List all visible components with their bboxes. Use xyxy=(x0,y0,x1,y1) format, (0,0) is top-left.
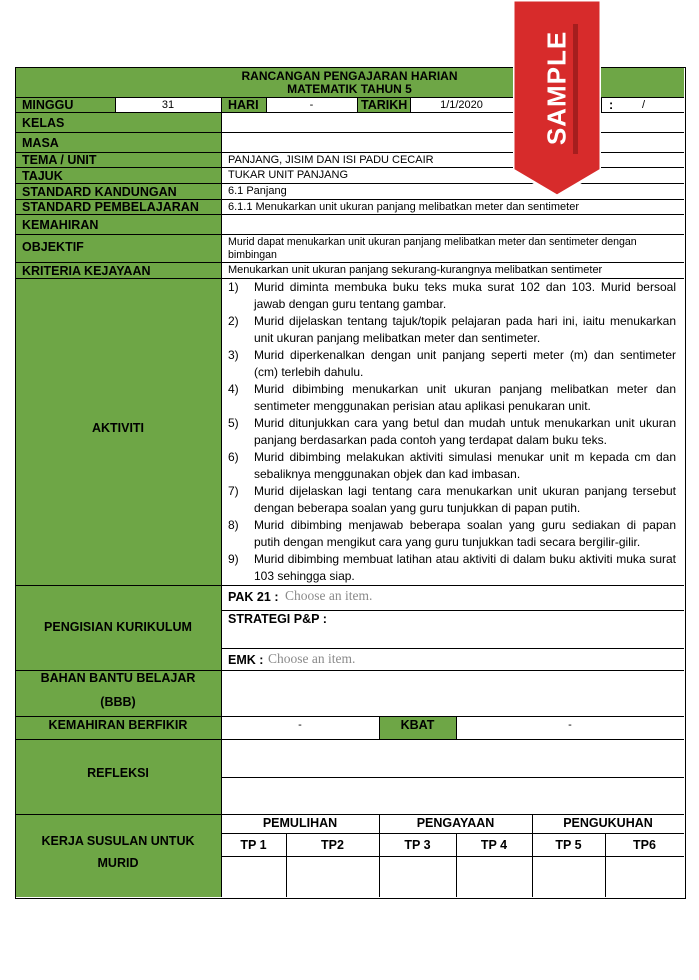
aktiviti-item-text: Murid dibimbing menukarkan unit ukuran panjang melibatkan meter dan sentimeter menggunakan perisian atau aplikasi penukaran unit. xyxy=(254,382,676,413)
objektif-value-line1[interactable]: Murid dapat menukarkan unit ukuran panjang melibatkan meter dan sentimeter dengan xyxy=(228,236,637,248)
tp4-header: TP 4 xyxy=(480,838,508,852)
emk-dropdown[interactable]: Choose an item. xyxy=(268,651,356,666)
pengayaan-header: PENGAYAAN xyxy=(416,816,495,830)
tp3-header: TP 3 xyxy=(404,838,431,852)
aktiviti-item-number: 3) xyxy=(228,348,239,362)
aktiviti-item-number: 1) xyxy=(228,280,239,294)
tp6-header: TP6 xyxy=(633,838,656,852)
aktiviti-item-number: 9) xyxy=(228,552,239,566)
standard-pembelajaran-label: STANDARD PEMBELAJARAN xyxy=(22,200,199,214)
hari-value[interactable]: - xyxy=(309,99,314,111)
aktiviti-item-number: 7) xyxy=(228,484,239,498)
aktiviti-item[interactable] xyxy=(228,313,676,347)
sample-ribbon xyxy=(513,0,601,196)
kelas-label: KELAS xyxy=(22,116,65,130)
aktiviti-item-text: Murid dibimbing melakukan aktiviti simulasi menukar unit m kepada cm dan sebaliknya menggunakan objek dan kad imbasan. xyxy=(254,450,676,481)
strategi-label: STRATEGI P&P : xyxy=(228,612,327,626)
tajuk-value[interactable]: TUKAR UNIT PANJANG xyxy=(228,169,348,181)
kriteria-value[interactable]: Menukarkan unit ukuran panjang sekurang-kurangnya melibatkan sentimeter xyxy=(228,264,603,276)
bbb-label-line2: (BBB) xyxy=(100,695,136,709)
aktiviti-item-text: Murid diminta membuka buku teks muka surat 102 dan 103. Murid bersoal jawab dengan guru tentang gambar. xyxy=(254,280,676,311)
refleksi-label: REFLEKSI xyxy=(87,766,149,780)
kriteria-label: KRITERIA KEJAYAAN xyxy=(22,264,151,278)
aktiviti-list xyxy=(228,279,676,585)
tarikh-label: TARIKH xyxy=(361,98,408,112)
standard-kandungan-value[interactable]: 6.1 Panjang xyxy=(228,185,287,197)
tp1-header: TP 1 xyxy=(240,838,267,852)
aktiviti-item-number: 8) xyxy=(228,518,239,532)
aktiviti-item[interactable] xyxy=(228,279,676,313)
objektif-value-line2[interactable]: bimbingan xyxy=(228,249,277,261)
kbat-value[interactable]: - xyxy=(568,719,572,731)
aktiviti-item-text: Murid dibimbing membuat latihan atau aktiviti di dalam buku aktiviti muka surat 103 sehingga siap. xyxy=(254,552,676,583)
aktiviti-item-number: 4) xyxy=(228,382,239,396)
standard-pembelajaran-value[interactable]: 6.1.1 Menukarkan unit ukuran panjang melibatkan meter dan sentimeter xyxy=(228,201,579,213)
tp2-header: TP2 xyxy=(321,838,344,852)
aktiviti-item[interactable] xyxy=(228,415,676,449)
sample-ribbon-text: SAMPLE xyxy=(541,30,572,146)
aktiviti-item[interactable] xyxy=(228,517,676,551)
standard-kandungan-label: STANDARD KANDUNGAN xyxy=(22,185,177,199)
emk-label: EMK : xyxy=(228,653,264,667)
kerja-susulan-label-line2: MURID xyxy=(97,856,139,870)
doc-title-line2: MATEMATIK TAHUN 5 xyxy=(287,82,412,96)
doc-title-line1: RANCANGAN PENGAJARAN HARIAN xyxy=(241,69,458,83)
aktiviti-item[interactable] xyxy=(228,449,676,483)
hari-label: HARI xyxy=(228,98,259,112)
kbat-label: KBAT xyxy=(400,718,435,732)
masa-label: MASA xyxy=(22,136,59,150)
aktiviti-item-text: Murid dibimbing menjawab beberapa soalan yang guru sediakan di papan putih dengan mengikut cara yang guru tunjukkan tadi secara bergilir-gilir. xyxy=(254,518,676,549)
aktiviti-item-text: Murid ditunjukkan cara yang betul dan mudah untuk menukarkan unit ukuran panjang berdasarkan pada contoh yang terdapat dalam buku teks. xyxy=(254,416,676,447)
minggu-value[interactable]: 31 xyxy=(161,99,175,111)
aktiviti-item[interactable] xyxy=(228,381,676,415)
pemulihan-header: PEMULIHAN xyxy=(262,816,338,830)
aktiviti-item-text: Murid diperkenalkan dengan unit panjang seperti meter (m) dan sentimeter (cm) terlebih dahulu. xyxy=(254,348,676,379)
masa-colon: : xyxy=(609,98,614,112)
aktiviti-item-number: 6) xyxy=(228,450,239,464)
pak21-label: PAK 21 : xyxy=(228,590,279,604)
pak21-dropdown[interactable]: Choose an item. xyxy=(285,588,373,603)
objektif-label: OBJEKTIF xyxy=(22,240,84,254)
pengisian-kurikulum-label: PENGISIAN KURIKULUM xyxy=(44,620,192,634)
kemahiran-berfikir-label: KEMAHIRAN BERFIKIR xyxy=(48,718,188,732)
kemahiran-label: KEMAHIRAN xyxy=(22,218,99,232)
aktiviti-item[interactable] xyxy=(228,483,676,517)
bbb-label-line1: BAHAN BANTU BELAJAR xyxy=(40,671,196,685)
kerja-susulan-label-line1: KERJA SUSULAN UNTUK xyxy=(41,834,195,848)
aktiviti-item-number: 5) xyxy=(228,416,239,430)
aktiviti-item-text: Murid dijelaskan lagi tentang cara menukarkan unit ukuran panjang tersebut dengan beberapa soalan yang guru tunjukkan di papan putih. xyxy=(254,484,676,515)
tema-value[interactable]: PANJANG, JISIM DAN ISI PADU CECAIR xyxy=(228,154,434,166)
aktiviti-label: AKTIVITI xyxy=(91,421,145,435)
tema-label: TEMA / UNIT xyxy=(22,153,97,167)
pengukuhan-header: PENGUKUHAN xyxy=(563,816,653,830)
aktiviti-item-text: Murid dijelaskan tentang tajuk/topik pelajaran pada hari ini, iaitu menukarkan unit ukuran panjang melibatkan meter dan sentimeter. xyxy=(254,314,676,345)
aktiviti-item-number: 2) xyxy=(228,314,239,328)
masa-slash[interactable]: / xyxy=(642,99,646,111)
tajuk-label: TAJUK xyxy=(22,169,63,183)
aktiviti-item[interactable] xyxy=(228,347,676,381)
kemahiran-berfikir-value[interactable]: - xyxy=(298,719,302,731)
minggu-label: MINGGU xyxy=(22,98,74,112)
aktiviti-item[interactable] xyxy=(228,551,676,585)
tarikh-value[interactable]: 1/1/2020 xyxy=(440,99,483,111)
tp5-header: TP 5 xyxy=(555,838,582,852)
